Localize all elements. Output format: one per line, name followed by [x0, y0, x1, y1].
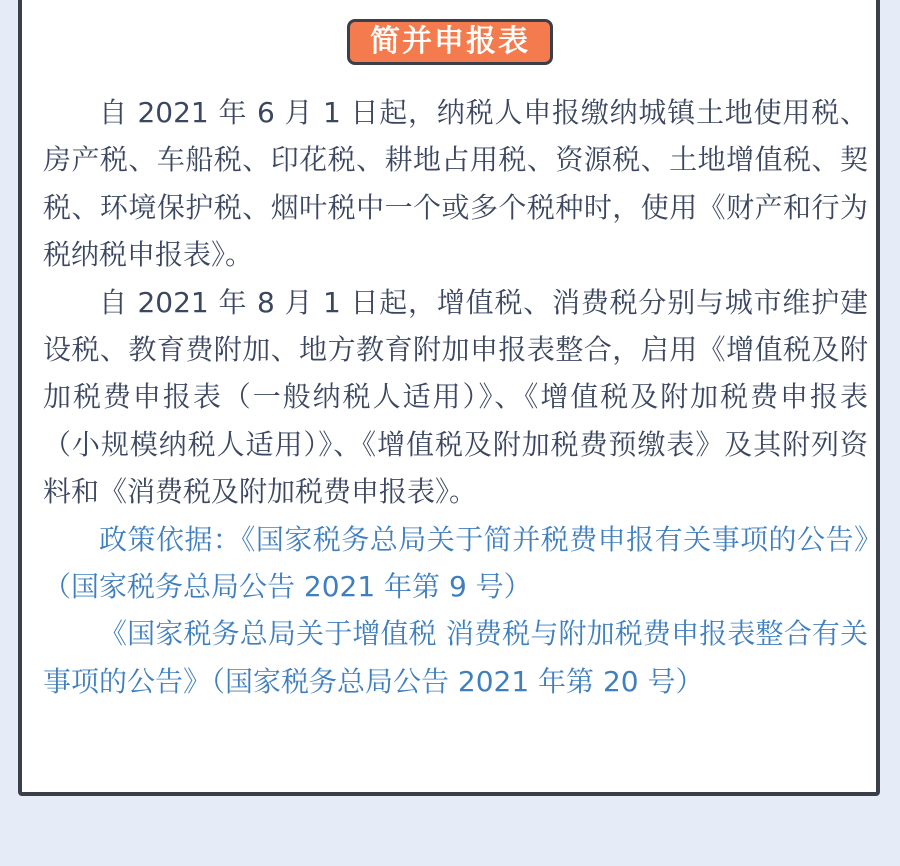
article-body	[43, 89, 868, 705]
paragraph-vat-consolidation: 自 2021 年 8 月 1 日起，增值税、消费税分别与城市维护建设税、教育费附加、地方教育附加申报表整合，启用《增值税及附加税费申报表（一般纳税人适用）》、《增值税及附加税费申报表（小规模纳税人适用）》、《增值税及附加税费预缴表》及其附列资料和《消费税及附加税费申报表》。	[43, 285, 868, 509]
section-title-badge: 简并申报表	[347, 19, 553, 65]
paragraph-property-tax-form: 自 2021 年 6 月 1 日起，纳税人申报缴纳城镇土地使用税、房产税、车船税、印花税、耕地占用税、资源税、土地增值税、契税、环境保护税、烟叶税中一个或多个税种时，使用《财产和行为税纳税申报表》。	[43, 96, 868, 272]
content-card	[18, 0, 880, 796]
policy-basis-2: 《国家税务总局关于增值税 消费税与附加税费申报表整合有关事项的公告》（国家税务总局公告 2021 年第 20 号）	[43, 617, 868, 698]
policy-basis-1: 政策依据：《国家税务总局关于简并税费申报有关事项的公告》（国家税务总局公告 2021 年第 9 号）	[43, 522, 868, 604]
